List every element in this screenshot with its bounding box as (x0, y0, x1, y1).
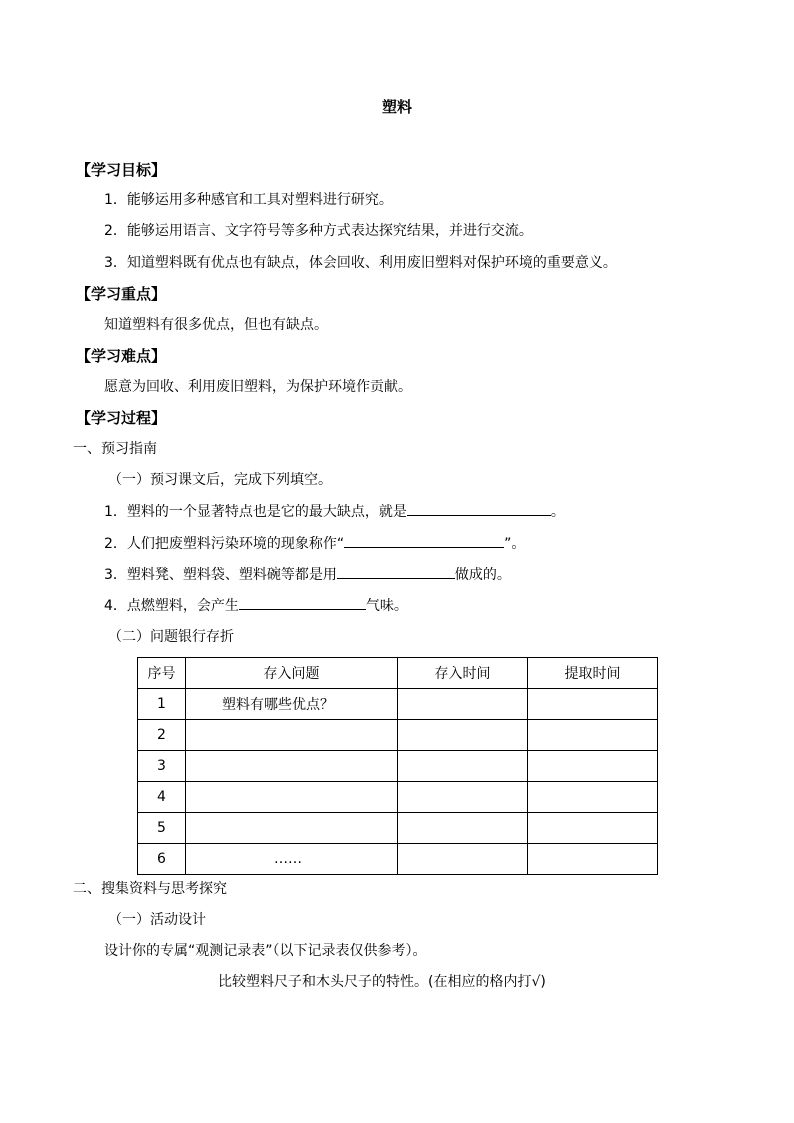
row-withdraw-time[interactable] (528, 844, 658, 875)
row-withdraw-time[interactable] (528, 813, 658, 844)
key-points-text: 知道塑料有很多优点，但也有缺点。 (104, 317, 328, 333)
row-number: 1 (138, 689, 186, 720)
q3-text: 3．塑料凳、塑料袋、塑料碗等都是用 (104, 567, 337, 583)
q1-blank[interactable] (407, 501, 551, 516)
row-question[interactable] (186, 813, 398, 844)
part2-sub1: （一）活动设计 (108, 912, 206, 928)
process-heading: 【学习过程】 (76, 409, 167, 427)
q2-text: 2．人们把废塑料污染环境的现象称作“ (104, 536, 345, 552)
q4-end: 气味。 (365, 598, 408, 614)
fill-question-1 (104, 501, 565, 522)
row-deposit-time[interactable] (398, 844, 528, 875)
row-deposit-time[interactable] (398, 751, 528, 782)
part1-sub1: （一）预习课文后，完成下列填空。 (108, 472, 332, 488)
row-withdraw-time[interactable] (528, 782, 658, 813)
part1-sub2: （二）问题银行存折 (108, 629, 234, 645)
table-row (138, 782, 658, 813)
fill-question-3 (104, 564, 511, 585)
goals-heading: 【学习目标】 (76, 161, 167, 179)
q1-end: 。 (550, 504, 565, 520)
row-withdraw-time[interactable] (528, 751, 658, 782)
row-withdraw-time[interactable] (528, 720, 658, 751)
table-row (138, 689, 658, 720)
row-number: 6 (138, 844, 186, 875)
fill-question-2 (104, 533, 525, 554)
part1-title: 一、预习指南 (73, 441, 157, 457)
table-row (138, 844, 658, 875)
header-deposit-time: 存入时间 (398, 658, 528, 689)
table-row (138, 720, 658, 751)
row-question[interactable] (186, 751, 398, 782)
goal-item-2: 2．能够运用语言、文字符号等多种方式表达探究结果，并进行交流。 (104, 223, 533, 239)
goal-item-3: 3．知道塑料既有优点也有缺点，体会回收、利用废旧塑料对保护环境的重要意义。 (104, 255, 617, 271)
page-title: 塑料 (381, 98, 412, 116)
fill-question-4 (104, 595, 408, 616)
row-deposit-time[interactable] (398, 689, 528, 720)
goal-item-1: 1．能够运用多种感官和工具对塑料进行研究。 (104, 192, 393, 208)
question-bank-table (137, 657, 658, 875)
header-withdraw-time: 提取时间 (528, 658, 658, 689)
q4-blank[interactable] (239, 595, 366, 610)
header-number: 序号 (138, 658, 186, 689)
table-header-row (138, 658, 658, 689)
row-deposit-time[interactable] (398, 720, 528, 751)
row-question[interactable] (186, 782, 398, 813)
q2-blank[interactable] (344, 533, 504, 548)
part2-title: 二、搜集资料与思考探究 (73, 881, 227, 897)
row-number: 4 (138, 782, 186, 813)
row-question[interactable]: 塑料有哪些优点？ (186, 689, 398, 720)
part2-text: 设计你的专属“观测记录表”（以下记录表仅供参考）。 (104, 943, 427, 959)
difficulties-heading: 【学习难点】 (76, 347, 167, 365)
q2-end: ”。 (504, 536, 526, 552)
q4-text: 4．点燃塑料，会产生 (104, 598, 239, 614)
row-deposit-time[interactable] (398, 813, 528, 844)
row-number: 2 (138, 720, 186, 751)
row-deposit-time[interactable] (398, 782, 528, 813)
row-number: 3 (138, 751, 186, 782)
q3-end: 做成的。 (454, 567, 511, 583)
table-row (138, 813, 658, 844)
row-question[interactable]: …… (186, 844, 398, 875)
difficulties-text: 愿意为回收、利用废旧塑料，为保护环境作贡献。 (104, 379, 412, 395)
row-number: 5 (138, 813, 186, 844)
table-row (138, 751, 658, 782)
q3-blank[interactable] (337, 564, 455, 579)
q1-text: 1．塑料的一个显著特点也是它的最大缺点，就是 (104, 504, 407, 520)
header-question: 存入问题 (186, 658, 398, 689)
row-withdraw-time[interactable] (528, 689, 658, 720)
part2-caption: 比较塑料尺子和木头尺子的特性。(在相应的格内打√) (218, 974, 546, 990)
row-question[interactable] (186, 720, 398, 751)
key-points-heading: 【学习重点】 (76, 285, 167, 303)
